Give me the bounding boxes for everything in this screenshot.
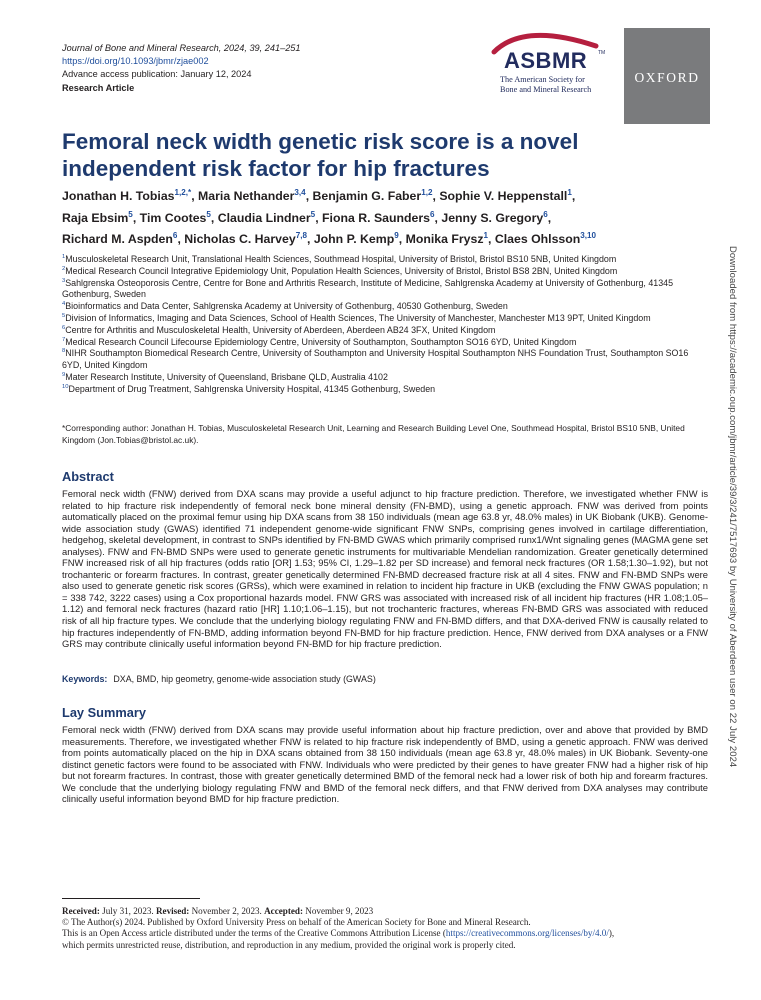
lay-summary-heading: Lay Summary bbox=[62, 705, 146, 720]
author-affil-sup[interactable]: 6 bbox=[172, 230, 178, 240]
journal-citation: Journal of Bone and Mineral Research, 2024, 39, 241–251 bbox=[62, 43, 301, 53]
author-name: Maria Nethander bbox=[198, 189, 295, 203]
article-footer bbox=[62, 906, 712, 951]
author-affil-sup[interactable]: 6 bbox=[543, 209, 548, 219]
asbmr-tagline-line2: Bone and Mineral Research bbox=[500, 84, 592, 94]
accepted-label: Accepted: bbox=[264, 906, 303, 916]
affiliation-number: 3 bbox=[62, 277, 66, 284]
affiliation-item bbox=[62, 313, 710, 325]
author-separator: , bbox=[305, 189, 313, 203]
affiliation-text: Mater Research Institute, University of Queensland, Brisbane QLD, Australia 4102 bbox=[65, 371, 388, 382]
author-name: Richard M. Aspden bbox=[62, 232, 173, 246]
title-line2: independent risk factor for hip fractures bbox=[62, 156, 490, 181]
asbmr-tagline bbox=[500, 75, 591, 94]
author-affil-sup[interactable]: 3,10 bbox=[580, 230, 597, 240]
author-name: John P. Kemp bbox=[313, 232, 395, 246]
license-line bbox=[62, 928, 712, 939]
keywords-text: DXA, BMD, hip geometry, genome-wide association study (GWAS) bbox=[113, 674, 376, 684]
author-list bbox=[62, 186, 712, 251]
affiliation-text: Department of Drug Treatment, Sahlgrenska University Hospital, 41345 Gothenburg, Sweden bbox=[68, 383, 436, 394]
corresponding-author: *Corresponding author: Jonathan H. Tobias, Musculoskeletal Research Unit, Learning and Research Building Level One, Southmead Hospital, Bristol BS10 5NB, United Kingdom (Jon.Tobias@bristol.ac.uk). bbox=[62, 423, 685, 445]
author-name: Jonathan H. Tobias bbox=[62, 189, 175, 203]
author-affil-sup[interactable]: 7,8 bbox=[295, 230, 307, 240]
affiliation-text: Division of Informatics, Imaging and Data Sciences, School of Health Sciences, The University of Manchester, Manchester M13 9PT, United Kingdom bbox=[65, 312, 651, 323]
download-notice: Downloaded from https://academic.oup.com/jbmr/article/39/3/241/7517693 by University of Aberdeen user on 22 July 2024 bbox=[727, 246, 738, 768]
affiliation-list bbox=[62, 254, 710, 396]
author-affil-sup[interactable]: 1,2 bbox=[421, 187, 433, 197]
affiliation-number: 10 bbox=[62, 383, 69, 390]
license-link[interactable]: https://creativecommons.org/licenses/by/4.0/ bbox=[445, 928, 609, 939]
affiliation-item bbox=[62, 348, 710, 372]
author-affil-sup[interactable]: 5 bbox=[310, 209, 316, 219]
affiliation-text: NIHR Southampton Biomedical Research Centre, University of Southampton and University Hospital Southampton NHS Foundation Trust, Southampton SO16 6YD, United Kingdom bbox=[62, 348, 689, 371]
author-affil-sup[interactable]: 1 bbox=[567, 187, 572, 197]
affiliation-item bbox=[62, 301, 710, 313]
copyright-line: © The Author(s) 2024. Published by Oxford University Press on behalf of the American Society for Bone and Mineral Research. bbox=[62, 917, 531, 928]
title-line1: Femoral neck width genetic risk score is a novel bbox=[62, 129, 579, 154]
affiliation-text: Medical Research Council Lifecourse Epidemiology Centre, University of Southampton, Southampton SO16 6YD, United Kingdom bbox=[65, 336, 577, 347]
author-name: Claudia Lindner bbox=[217, 210, 311, 225]
doi-link[interactable]: https://doi.org/10.1093/jbmr/zjae002 bbox=[62, 56, 209, 67]
keywords bbox=[62, 674, 708, 684]
accepted-date: November 9, 2023 bbox=[305, 906, 374, 916]
author-separator: , bbox=[191, 189, 199, 203]
asbmr-wordmark: ASBMR bbox=[504, 48, 588, 73]
affiliation-number: 7 bbox=[62, 336, 66, 343]
affiliation-number: 1 bbox=[62, 254, 66, 261]
advance-access-date: Advance access publication: January 12, 2024 bbox=[62, 69, 252, 80]
author-separator: , bbox=[434, 210, 442, 225]
license-text-end: ), bbox=[608, 928, 615, 939]
affiliation-number: 5 bbox=[62, 313, 66, 320]
author-name: Monika Frysz bbox=[405, 232, 484, 246]
author-name: Raja Ebsim bbox=[62, 210, 129, 225]
author-separator: , bbox=[571, 189, 576, 203]
author-line bbox=[62, 186, 712, 208]
affiliation-text: Bioinformatics and Data Center, Sahlgrenska Academy at University of Gothenburg, 40530 Gothenburg, Sweden bbox=[65, 301, 508, 312]
oxford-logo bbox=[624, 28, 710, 124]
author-affil-sup[interactable]: 3,4 bbox=[294, 187, 306, 197]
abstract-text: Femoral neck width (FNW) derived from DXA scans may provide a useful adjunct to hip fracture prediction. Therefore, we investigated whether FNW is related to hip fracture risk independently of femoral neck bone mineral density (FN-BMD), using a genetic approach. FNW was derived from points automatically placed on the proximal femur using hip DXA scans from 38 150 individuals (mean age 63.8 yr, 48.0% males) in UK Biobank (UKB). Genome-wide association study (GWAS) identified 71 independent genome-wide significant FNW SNPs, comprising genes involved in cartilage differentiation, hedgehog, skeletal development, in contrast to SNPs identified by FN-BMD GWAS which primarily comprised runx1/Wnt signaling genes (MAGMA gene set analyses). FNW and FN-BMD SNPs were used to generate genetic instruments for multivariable Mendelian randomization. Greater genetically determined FNW increased risk of all hip fractures (odds ratio [OR] 1.53; 95% CI, 1.29–1.82 per SD increase) and femoral neck fractures (OR 1.58;1.30–1.92), but not trochanteric or forearm fractures. In contrast, greater genetically determined FN-BMD decreased fracture risk at all 4 sites. FNW and FN-BMD SNPs were also used to generate genetic risk scores (GRSs), which were examined in relation to incident hip fracture in UKB (excluding the FNW GWAS population; n = 338 742, 3222 cases) using a Cox proportional hazards model. FNW GRS was associated with increased risk of all incident hip fractures (HR 1.08;1.05–1.12) and femoral neck fractures (hazard ratio [HR] 1.10;1.06–1.15), but not trochanteric fractures, whereas FN-BMD GRS was associated with reduced risk of all hip fracture types. We conclude that the underlying biology regulating FNW and FN-BMD differs, and that DXA-derived FNW is causally related to hip fractures independently of FN-BMD, adding information beyond FN-BMD for hip fracture prediction. Hence, FNW derived from DXA analyses or a FNW GRS may contribute clinically useful information beyond FN-BMD for hip fracture prediction. bbox=[62, 488, 708, 650]
author-affil-sup[interactable]: 1 bbox=[483, 230, 488, 240]
oxford-wordmark: OXFORD bbox=[634, 70, 700, 85]
affiliation-number: 4 bbox=[62, 301, 66, 308]
license-text: This is an Open Access article distributed under the terms of the Creative Commons Attribution License ( bbox=[62, 928, 446, 939]
author-affil-sup[interactable]: 5 bbox=[128, 209, 133, 219]
affiliation-item bbox=[62, 278, 710, 302]
author-line bbox=[62, 229, 712, 251]
affiliation-number: 9 bbox=[62, 372, 66, 378]
affiliation-item bbox=[62, 337, 710, 349]
author-name: Nicholas C. Harvey bbox=[184, 232, 296, 246]
affiliation-item bbox=[62, 254, 710, 266]
author-separator: , bbox=[210, 210, 218, 225]
affiliation-item bbox=[62, 384, 710, 396]
keywords-label: Keywords: bbox=[62, 674, 108, 684]
author-name: Benjamin G. Faber bbox=[312, 189, 422, 203]
author-affil-sup[interactable]: 1,2,* bbox=[174, 187, 192, 197]
author-separator: , bbox=[398, 232, 406, 246]
author-separator: , bbox=[315, 210, 323, 225]
author-line bbox=[62, 208, 712, 230]
author-affil-sup[interactable]: 5 bbox=[206, 209, 211, 219]
affiliation-text: Musculoskeletal Research Unit, Translational Health Sciences, Southmead Hospital, University of Bristol, Bristol BS10 5NB, United Kingdom bbox=[65, 254, 617, 264]
journal-header bbox=[62, 42, 392, 95]
affiliation-number: 2 bbox=[62, 265, 66, 272]
received-label: Received: bbox=[62, 906, 100, 916]
license-line2: which permits unrestricted reuse, distribution, and reproduction in any medium, provided the original work is properly cited. bbox=[62, 939, 516, 950]
asbmr-logo bbox=[484, 28, 612, 98]
asbmr-trademark: TM bbox=[598, 50, 606, 56]
affiliation-text: Centre for Arthritis and Musculoskeletal Health, University of Aberdeen, Aberdeen AB24 3FX, United Kingdom bbox=[65, 324, 496, 335]
author-separator: , bbox=[177, 232, 185, 246]
author-separator: , bbox=[132, 210, 140, 225]
revised-label: Revised: bbox=[155, 906, 190, 916]
author-separator: , bbox=[306, 232, 314, 246]
affiliation-number: 8 bbox=[62, 348, 66, 355]
author-separator: , bbox=[488, 232, 495, 246]
article-type: Research Article bbox=[62, 82, 135, 93]
author-affil-sup[interactable]: 9 bbox=[394, 230, 399, 240]
author-name: Tim Cootes bbox=[139, 210, 207, 225]
affiliation-item bbox=[62, 325, 710, 337]
author-separator: , bbox=[432, 189, 440, 203]
article-title bbox=[62, 128, 682, 182]
author-name: Sophie V. Heppenstall bbox=[439, 189, 568, 203]
affiliation-text: Sahlgrenska Osteoporosis Centre, Centre for Bone and Arthritis Research, Institute of Medicine, Sahlgrenska Academy at University of Gothenburg, 41345 Gothenburg, Sweden bbox=[62, 277, 674, 300]
author-name: Claes Ohlsson bbox=[494, 232, 581, 246]
affiliation-number: 6 bbox=[62, 324, 66, 331]
affiliation-item bbox=[62, 266, 710, 278]
lay-summary-text: Femoral neck width (FNW) derived from DXA scans may provide useful information about hip fracture prediction, over and above that provided by BMD measurements. Therefore, we investigated whether FNW is related to hip fracture risk independently of BMD, using a genetic approach. FNW was derived from points automatically placed on the hip in DXA scans obtained from 38 150 individuals (mean age 63.8 yr, 48.0% males) in UK Biobank. Seventy-one distinct genetic factors were found to be associated with FNW. Individuals who were predicted by their genes to have greater FNW had a higher risk of hip but not forearm fractures. In contrast, those with greater genetically determined BMD of the femoral neck had a lower risk of both hip and forearm fractures. We conclude that the underlying biology regulating FNW and BMD of the femoral neck differs, and that FNW derived from DXA analyses may contribute clinically useful information beyond BMD for hip fracture prediction. bbox=[62, 724, 708, 805]
asbmr-tagline-line1: The American Society for bbox=[500, 75, 585, 84]
author-separator: , bbox=[547, 210, 552, 225]
footer-divider bbox=[62, 898, 200, 899]
history-line bbox=[62, 906, 712, 917]
author-name: Fiona R. Saunders bbox=[322, 210, 430, 225]
author-name: Jenny S. Gregory bbox=[441, 210, 544, 225]
revised-date: November 2, 2023. bbox=[191, 906, 262, 916]
affiliation-item bbox=[62, 372, 710, 384]
author-affil-sup[interactable]: 6 bbox=[430, 209, 435, 219]
abstract-heading: Abstract bbox=[62, 469, 114, 484]
received-date: July 31, 2023. bbox=[102, 906, 154, 916]
affiliation-text: Medical Research Council Integrative Epidemiology Unit, Population Health Sciences, University of Bristol, Bristol BS8 2BN, United Kingdom bbox=[65, 265, 618, 276]
download-sidebar bbox=[727, 246, 745, 780]
